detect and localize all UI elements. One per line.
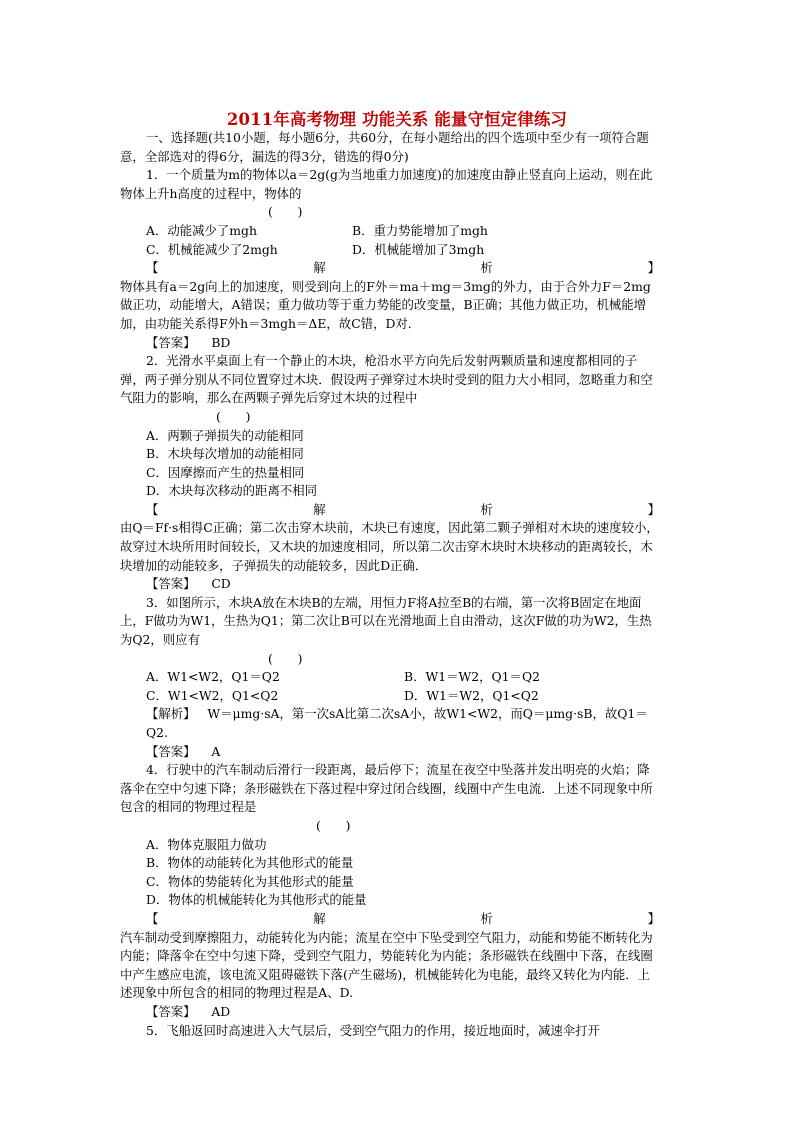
answer-value: BD — [211, 334, 231, 350]
analysis-char-2: 析 — [480, 910, 493, 926]
question-2-option-d: D．木块每次移动的距离不相同 — [146, 483, 318, 499]
question-3-option-a: A．W1<W2，Q1＝Q2 — [146, 669, 280, 685]
analysis-char-1: 解 — [313, 260, 326, 276]
question-1-analysis-heading — [120, 259, 660, 278]
bracket-open: 【 — [146, 260, 159, 276]
question-3-options-row-1 — [120, 668, 660, 687]
question-4-option-a: A．物体克服阻力做功 — [146, 836, 267, 852]
question-1-option-d: D．机械能增加了3mgh — [352, 241, 485, 257]
page-title: 2011年高考物理 功能关系 能量守恒定律练习 — [226, 110, 568, 129]
bracket-close: 】 — [647, 260, 660, 276]
question-3-stem: 3．如图所示，木块A放在木块B的左端，用恒力F将A拉至B的右端，第一次将B固定在地面上，F做功为W1，生热为Q1；第二次让B可以在光滑地面上自由滑动，这次F做的功为W2，生热为Q2，则应有 — [120, 594, 652, 648]
question-1-options-row-2 — [120, 241, 660, 260]
question-4-answer — [120, 1003, 660, 1022]
question-2-option-a: A．两颗子弹损失的动能相同 — [146, 427, 304, 443]
question-3-paren: ( ) — [268, 650, 303, 666]
question-2-stem: 2．光滑水平桌面上有一个静止的木块，枪沿水平方向先后发射两颗质量和速度都相同的子弹，两子弹分别从不同位置穿过木块．假设两子弹穿过木块时受到的阻力大小相同，忽略重力和空气阻力的影响，那么在两颗子弹先后穿过木块的过程中 — [120, 353, 653, 406]
question-1-options-row-1 — [120, 222, 660, 241]
question-4-analysis-heading — [120, 910, 660, 929]
document-body — [120, 129, 660, 1040]
bracket-close: 】 — [647, 501, 660, 517]
analysis-text: W＝μmg·sA，第一次sA比第二次sA小，故W1<W2，而Q＝μmg·sB，故Q1＝Q2. — [146, 706, 648, 740]
analysis-char-1: 解 — [313, 910, 326, 926]
question-4-option-d: D．物体的机械能转化为其他形式的能量 — [146, 892, 367, 908]
question-1-analysis: 物体具有a＝2g向上的加速度，则受到向上的F外＝ma＋mg＝3mg的外力，由于合外力F＝2mg做正功，动能增大，A错误；重力做功等于重力势能的改变量，B正确；其他力做正功，机械能增加，由功能关系得F外h＝3mgh＝ΔE，故C错，D对． — [120, 278, 651, 331]
answer-value: CD — [211, 576, 231, 592]
question-2-paren: ( ) — [216, 408, 251, 424]
question-1-option-b: B．重力势能增加了mgh — [352, 222, 488, 238]
section-intro: 一、选择题(共10小题，每小题6分，共60分，在每小题给出的四个选项中至少有一项符合题意，全部选对的得6分，漏选的得3分，错选的得0分) — [120, 130, 649, 164]
bracket-open: 【 — [146, 501, 159, 517]
question-3-option-b: B．W1＝W2，Q1＝Q2 — [404, 669, 540, 685]
question-3-option-d: D．W1＝W2，Q1<Q2 — [404, 687, 539, 703]
question-4-option-c: C．物体的势能转化为其他形式的能量 — [146, 873, 354, 889]
question-1-stem: 1．一个质量为m的物体以a＝2g(g为当地重力加速度)的加速度由静止竖直向上运动，则在此物体上升h高度的过程中，物体的 — [120, 167, 653, 201]
question-1-answer — [120, 334, 660, 353]
question-2-option-b: B．木块每次增加的动能相同 — [146, 446, 304, 462]
bracket-open: 【 — [146, 910, 159, 926]
question-4-option-b: B．物体的动能转化为其他形式的能量 — [146, 855, 354, 871]
question-4-stem: 4．行驶中的汽车制动后滑行一段距离，最后停下；流星在夜空中坠落并发出明亮的火焰；降落伞在空中匀速下降；条形磁铁在下落过程中穿过闭合线圈，线圈中产生电流．上述不同现象中所包含的相同的物理过程是 — [120, 762, 653, 815]
analysis-char-1: 解 — [313, 501, 326, 517]
answer-label: 【答案】 — [146, 1003, 196, 1019]
question-5-stem: 5．飞船返回时高速进入大气层后，受到空气阻力的作用，接近地面时，减速伞打开 — [146, 1022, 600, 1038]
question-1-paren: ( ) — [268, 204, 303, 220]
answer-label: 【答案】 — [146, 743, 196, 759]
analysis-char-2: 析 — [480, 260, 493, 276]
question-2-analysis: 由Q＝Ff·s相得C正确；第二次击穿木块前，木块已有速度，因此第二颗子弹相对木块的速度较小，故穿过木块所用时间较长，又木块的加速度相同，所以第二次击穿木块时木块移动的距离较长，木块增加的动能较多，子弹损失的动能较多，因此D正确． — [120, 520, 659, 573]
question-1-option-c: C．机械能减少了2mgh — [146, 241, 278, 257]
question-2-answer — [120, 575, 660, 594]
question-3-answer — [120, 743, 660, 762]
question-1-option-a: A．动能减少了mgh — [146, 222, 257, 238]
analysis-char-2: 析 — [480, 501, 493, 517]
question-4-paren: ( ) — [316, 817, 351, 833]
question-3-option-c: C．W1<W2，Q1<Q2 — [146, 687, 279, 703]
answer-label: 【答案】 — [146, 576, 196, 592]
question-2-analysis-heading — [120, 501, 660, 520]
answer-value: AD — [211, 1003, 231, 1019]
answer-label: 【答案】 — [146, 334, 196, 350]
analysis-label: 【解析】 — [146, 706, 196, 722]
question-2-option-c: C．因摩擦而产生的热量相同 — [146, 464, 305, 480]
bracket-close: 】 — [647, 910, 660, 926]
question-3-options-row-2 — [120, 687, 660, 706]
question-4-analysis: 汽车制动受到摩擦阻力，动能转化为内能；流星在空中下坠受到空气阻力，动能和势能不断转化为内能；降落伞在空中匀速下降，受到空气阻力，势能转化为内能；条形磁铁在线圈中下落，在线圈中产生感应电流，该电流又阻碍磁铁下落(产生磁场)，机械能转化为电能，最终又转化为内能．上述现象中所包含的相同的物理过程是A、D. — [120, 929, 653, 1001]
answer-value: A — [211, 743, 221, 759]
question-3-analysis — [120, 705, 660, 742]
